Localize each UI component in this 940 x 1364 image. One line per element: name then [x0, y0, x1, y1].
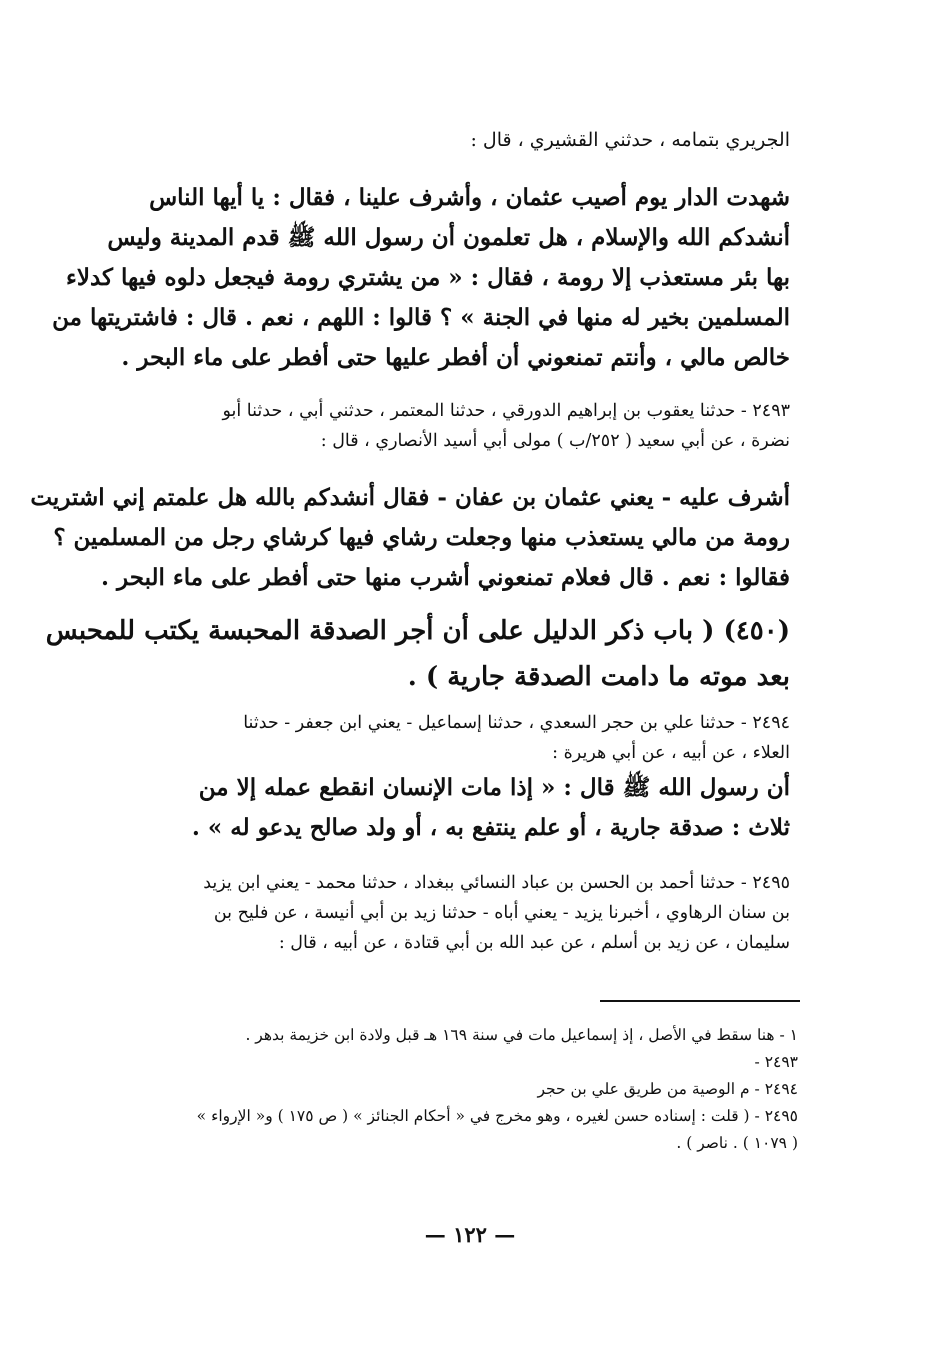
- passage-2: [30, 478, 790, 598]
- hadith-2493-isnad: [118, 396, 790, 456]
- text-line: أنشدكم الله والإسلام ، هل تعلمون أن رسول الله ﷺ قدم المدينة وليس: [107, 224, 790, 251]
- text-line: أشرف عليه - يعني عثمان بن عفان - فقال أنشدكم بالله هل علمتم إني اشتريت: [30, 484, 790, 511]
- footnote-line: ٢٤٩٤ - م الوصية من طريق علي بن حجر: [537, 1080, 798, 1098]
- text-line: أن رسول الله ﷺ قال : « إذا مات الإنسان انقطع عمله إلا من: [198, 774, 790, 801]
- footnote-line: ٢٤٩٣ -: [754, 1053, 798, 1071]
- page-number: — ١٢٢ —: [424, 1222, 516, 1247]
- text-line: خالص مالي ، وأنتم تمنعوني أن أفطر عليها حتى أفطر على ماء البحر .: [121, 344, 790, 371]
- hadith-2495-isnad: [118, 868, 790, 958]
- heading-line: بعد موته ما دامت الصدقة جارية ) .: [407, 662, 790, 692]
- footnote-divider: [600, 1000, 800, 1002]
- footnote-line: ٢٤٩٥ - ( قلت : إسناده حسن لغيره ، وهو مخرج في « أحكام الجنائز » ( ص ١٧٥ ) و« الإرواء »: [196, 1107, 798, 1125]
- text-line: ٢٤٩٣ - حدثنا يعقوب بن إبراهيم الدورقي ، حدثنا المعتمر ، حدثني أبي ، حدثنا أبو: [222, 401, 790, 421]
- footnotes: [118, 1022, 798, 1157]
- running-header: [110, 124, 790, 156]
- text-line: ثلاث : صدقة جارية ، أو علم ينتفع به ، أو ولد صالح يدعو له » .: [191, 814, 790, 841]
- text-line: العلاء ، عن أبيه ، عن أبي هريرة :: [552, 743, 790, 763]
- footnote-line: ١ - هنا سقط في الأصل ، إذ إسماعيل مات في سنة ١٦٩ هـ قبل ولادة ابن خزيمة بدهر .: [245, 1026, 798, 1044]
- passage-1: [52, 178, 790, 378]
- footnote-line: ( ١٠٧٩ ) . ناصر ) .: [676, 1134, 798, 1152]
- text-line: بن سنان الرهاوي ، أخبرنا يزيد - يعني أباه - حدثنا زيد بن أبي أنيسة ، عن فليح بن: [213, 903, 790, 923]
- text-line: نضرة ، عن أبي سعيد ( ٢٥٢/ب ) مولى أبي أسيد الأنصاري ، قال :: [320, 431, 790, 451]
- header-line: الجريري بتمامه ، حدثني القشيري ، قال :: [470, 129, 790, 151]
- text-line: ٢٤٩٤ - حدثنا علي بن حجر السعدي ، حدثنا إسماعيل - يعني ابن جعفر - حدثنا: [243, 713, 790, 733]
- text-line: فقالوا : نعم . قال فعلام تمنعوني أشرب منها حتى أفطر على ماء البحر .: [101, 564, 790, 591]
- text-line: المسلمين بخير له منها في الجنة » ؟ قالوا : اللهم ، نعم . قال : فاشتريتها من: [52, 304, 790, 331]
- hadith-2494-isnad: [118, 708, 790, 768]
- text-line: شهدت الدار يوم أصيب عثمان ، وأشرف علينا ، فقال : يا أيها الناس: [149, 184, 790, 211]
- chapter-heading-450: [45, 608, 790, 700]
- text-line: رومة من مالي يستعذب منها وجعلت رشاي فيها كرشاي رجل من المسلمين ؟: [53, 524, 790, 551]
- text-line: سليمان ، عن زيد بن أسلم ، عن عبد الله بن أبي قتادة ، عن أبيه ، قال :: [278, 933, 790, 953]
- text-line: ٢٤٩٥ - حدثنا أحمد بن الحسن بن عباد النسائي ببغداد ، حدثنا محمد - يعني ابن يزيد: [203, 873, 790, 893]
- text-line: بها بئر مستعذب إلا رومة ، فقال : « من يشتري رومة فيجعل دلوه فيها كدلاء: [66, 264, 790, 291]
- passage-3: [118, 768, 790, 848]
- heading-line: (٤٥٠) ( باب ذكر الدليل على أن أجر الصدقة المحبسة يكتب للمحبس: [45, 616, 790, 646]
